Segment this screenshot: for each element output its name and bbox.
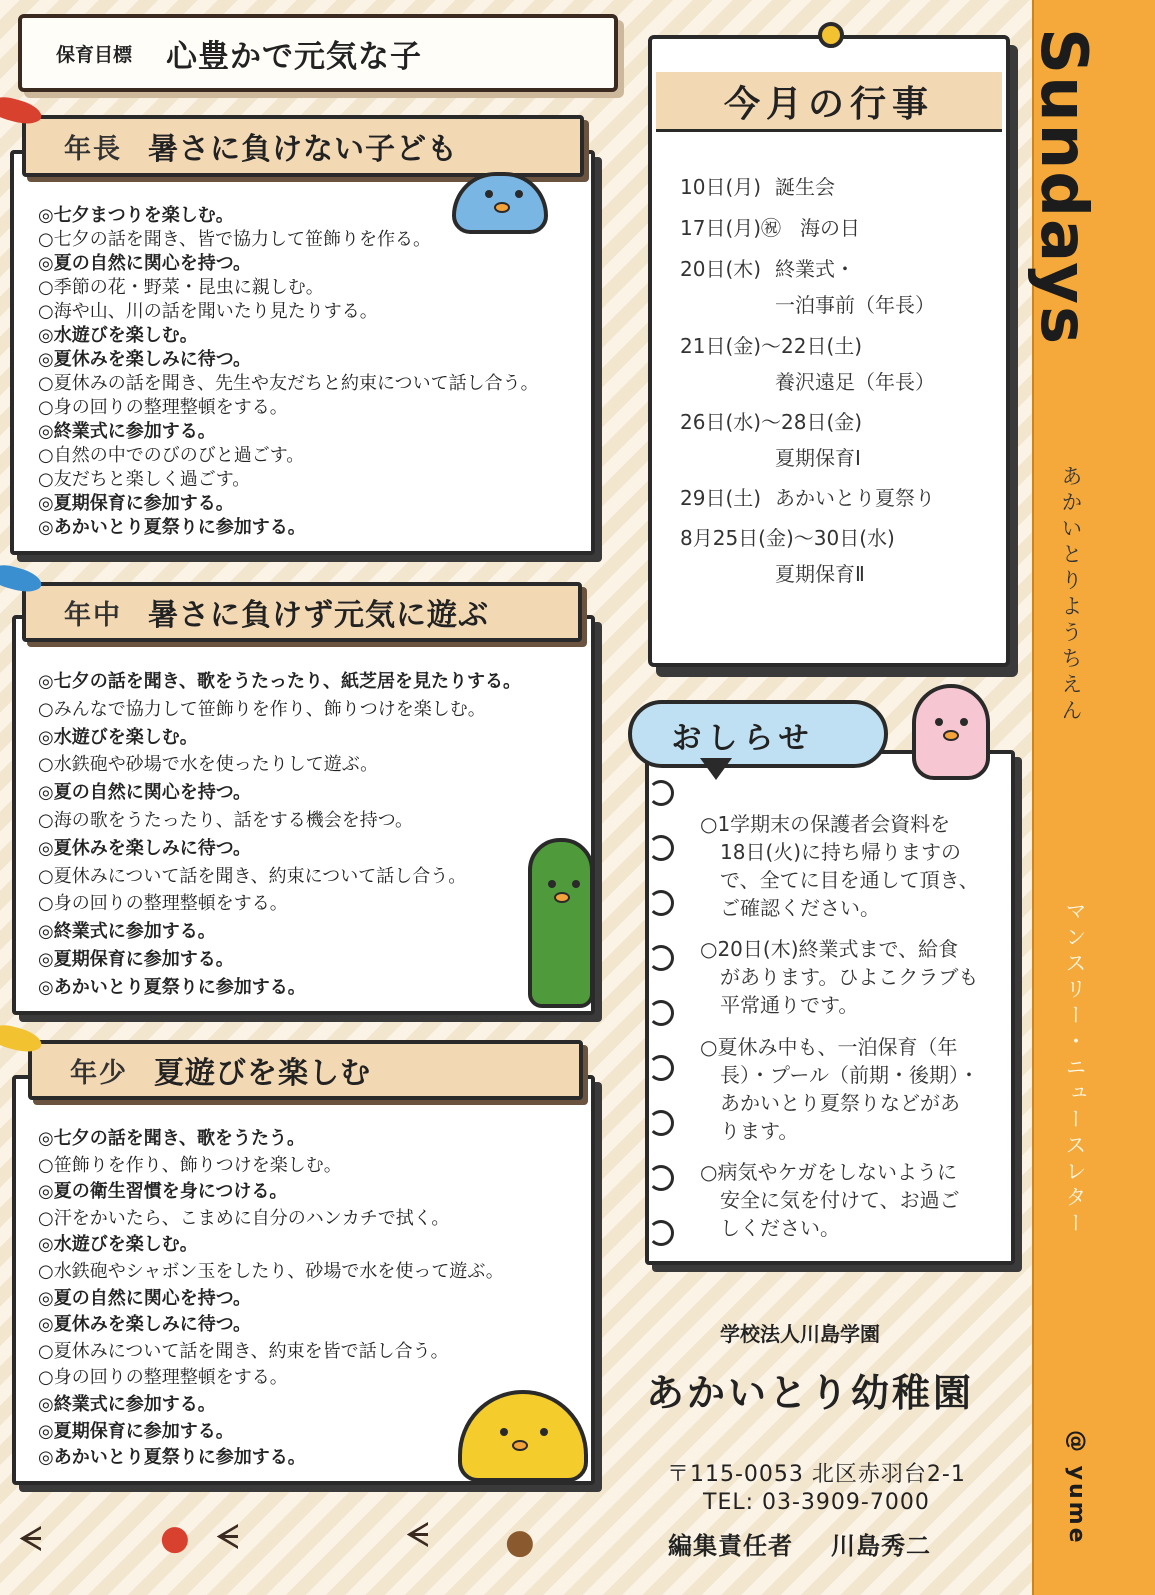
list-item: ◎終業式に参加する。 bbox=[38, 921, 216, 943]
credit: @ yume bbox=[1064, 1430, 1089, 1546]
class-items-nenchu bbox=[38, 673, 521, 1007]
list-item: ○笹飾りを作り、飾りつけを楽しむ。 bbox=[38, 1154, 342, 1176]
list-item: ◎水遊びを楽しむ。 bbox=[38, 1234, 198, 1256]
kindergarten-vertical-name: あかいとりようちえん bbox=[1059, 465, 1083, 725]
class-name: 年少 bbox=[70, 1057, 128, 1089]
event-name: 一泊事前（年長） bbox=[775, 293, 935, 317]
list-item: ○水鉄砲や砂場で水を使ったりして遊ぶ。 bbox=[38, 754, 379, 776]
list-item: ◎夏期保育に参加する。 bbox=[38, 948, 234, 970]
leaf-doodle-icon: ᗕ bbox=[215, 1518, 240, 1558]
list-item: ◎夏休みを楽しみに待つ。 bbox=[38, 837, 251, 859]
notice-item: ○20日(木)終業式まで、給食 があります。ひよこクラブも 平常通りです。 bbox=[700, 937, 979, 1017]
mascot-eye bbox=[935, 718, 943, 726]
list-item: ◎水遊びを楽しむ。 bbox=[38, 325, 198, 346]
event-name: あかいとり夏祭り bbox=[775, 486, 935, 510]
list-item: ○水鉄砲やシャボン玉をしたり、砂場で水を使って遊ぶ。 bbox=[38, 1260, 504, 1282]
goal-label: 保育目標 bbox=[56, 43, 133, 66]
spiral-ring-icon bbox=[648, 835, 674, 861]
mascot-eye bbox=[540, 1428, 548, 1436]
list-item: ◎夏の自然に関心を持つ。 bbox=[38, 1287, 251, 1309]
list-item: ○身の回りの整理整頓をする。 bbox=[38, 893, 288, 915]
class-banner-nenchu bbox=[22, 582, 582, 642]
mascot-beak bbox=[943, 730, 959, 741]
event-date: 20日(木) bbox=[680, 257, 762, 281]
list-item: ○海や山、川の話を聞いたり見たりする。 bbox=[38, 301, 378, 322]
mascot-eye bbox=[960, 718, 968, 726]
event-date: 17日(月)㊗ bbox=[680, 216, 782, 240]
mascot-beak bbox=[554, 892, 570, 903]
list-item: ◎七夕の話を聞き、歌をうたう。 bbox=[38, 1128, 305, 1149]
list-item: ◎夏期保育に参加する。 bbox=[38, 1420, 234, 1442]
spiral-ring-icon bbox=[648, 1055, 674, 1081]
mascot-eye bbox=[572, 880, 580, 888]
notice-item: ○病気やケガをしないように 安全に気を付けて、お過ご しください。 bbox=[700, 1160, 960, 1240]
event-name: 誕生会 bbox=[775, 175, 835, 199]
event-name: 終業式・ bbox=[775, 257, 855, 281]
list-item: ○汗をかいたら、こまめに自分のハンカチで拭く。 bbox=[38, 1207, 450, 1229]
list-item: ○季節の花・野菜・昆虫に親しむ。 bbox=[38, 277, 324, 298]
class-name: 年中 bbox=[64, 599, 122, 631]
spiral-ring-icon bbox=[648, 890, 674, 916]
event-date: 29日(土) bbox=[680, 486, 762, 510]
spiral-ring-icon bbox=[648, 1220, 674, 1246]
spiral-ring-icon bbox=[648, 780, 674, 806]
list-item: ○七夕の話を聞き、皆で協力して笹飾りを作る。 bbox=[38, 229, 431, 250]
events-title: 今月の行事 bbox=[723, 84, 934, 125]
event-date: 21日(金)〜22日(土) bbox=[680, 334, 863, 358]
list-item: ◎あかいとり夏祭りに参加する。 bbox=[38, 517, 306, 538]
event-date: 10日(月) bbox=[680, 175, 762, 199]
spiral-ring-icon bbox=[648, 945, 674, 971]
notice-title: おしらせ bbox=[671, 721, 815, 756]
list-item: ◎終業式に参加する。 bbox=[38, 1393, 216, 1415]
mascot-eye bbox=[548, 880, 556, 888]
goal-sign bbox=[18, 14, 618, 92]
list-item: ○友だちと楽しく過ごす。 bbox=[38, 469, 251, 490]
list-item: ○身の回りの整理整頓をする。 bbox=[38, 1367, 288, 1389]
list-item: ◎あかいとり夏祭りに参加する。 bbox=[38, 1447, 306, 1469]
list-item: ◎夏休みを楽しみに待つ。 bbox=[38, 349, 251, 370]
class-banner-nensho bbox=[28, 1040, 583, 1100]
list-item: ○夏休みの話を聞き、先生や友だちと約束について話し合う。 bbox=[38, 373, 539, 394]
spiral-ring-icon bbox=[648, 1110, 674, 1136]
organization: 学校法人川島学園 bbox=[720, 1322, 880, 1346]
acorn-doodle-icon: ● bbox=[505, 1522, 535, 1562]
address: 〒115-0053 北区赤羽台2-1 bbox=[667, 1462, 966, 1487]
mascot-beak bbox=[512, 1440, 528, 1451]
goal-text: 心豊かで元気な子 bbox=[166, 38, 423, 75]
dot-doodle-icon: ● bbox=[160, 1518, 190, 1558]
list-item: ◎あかいとり夏祭りに参加する。 bbox=[38, 976, 306, 998]
list-item: ○みんなで協力して笹飾りを作り、飾りつけを楽しむ。 bbox=[38, 698, 486, 720]
class-banner-nencho bbox=[22, 115, 584, 177]
kindergarten-name: あかいとり幼稚園 bbox=[646, 1371, 975, 1415]
list-item: ◎夏の衛生習慣を身につける。 bbox=[38, 1181, 288, 1203]
list-item: ◎七夕の話を聞き、歌をうたったり、紙芝居を見たりする。 bbox=[38, 671, 521, 692]
list-item: ◎水遊びを楽しむ。 bbox=[38, 726, 198, 748]
mascot-eye bbox=[485, 190, 493, 198]
list-item: ○自然の中でのびのびと過ごす。 bbox=[38, 445, 305, 466]
list-item: ○海の歌をうたったり、話をする機会を持つ。 bbox=[38, 809, 413, 831]
class-items-nencho bbox=[38, 207, 539, 543]
class-theme: 暑さに負けない子ども bbox=[148, 132, 458, 167]
telephone: TEL: 03-3909-7000 bbox=[703, 1490, 930, 1515]
editor bbox=[668, 1526, 931, 1561]
event-name: 夏期保育Ⅱ bbox=[775, 562, 865, 586]
editor-label: 編集責任者 bbox=[668, 1532, 793, 1560]
event-date: 8月25日(金)〜30日(水) bbox=[680, 526, 895, 550]
list-item: ◎夏の自然に関心を持つ。 bbox=[38, 782, 251, 804]
class-name: 年長 bbox=[64, 133, 122, 165]
class-items-nensho bbox=[38, 1130, 504, 1476]
pushpin-icon bbox=[818, 22, 844, 48]
spiral-ring-icon bbox=[648, 1000, 674, 1026]
event-name: 養沢遠足（年長） bbox=[775, 370, 935, 394]
spiral-ring-icon bbox=[648, 1165, 674, 1191]
list-item: ○夏休みについて話を聞き、約束について話し合う。 bbox=[38, 865, 467, 887]
list-item: ◎夏期保育に参加する。 bbox=[38, 493, 234, 514]
speech-bubble-tail bbox=[700, 758, 732, 780]
list-item: ◎夏休みを楽しみに待つ。 bbox=[38, 1314, 251, 1336]
list-item: ◎夏の自然に関心を持つ。 bbox=[38, 253, 251, 274]
editor-name: 川島秀二 bbox=[831, 1532, 931, 1560]
class-theme: 夏遊びを楽しむ bbox=[154, 1056, 371, 1091]
mascot-eye bbox=[515, 190, 523, 198]
list-item: ◎終業式に参加する。 bbox=[38, 421, 216, 442]
event-date: 26日(水)〜28日(金) bbox=[680, 410, 863, 434]
brand-logo: Sundays bbox=[1026, 28, 1100, 347]
list-item: ○夏休みについて話を聞き、約束を皆で話し合う。 bbox=[38, 1340, 449, 1362]
event-name: 夏期保育Ⅰ bbox=[775, 446, 861, 470]
notice-item: ○1学期末の保護者会資料を 18日(火)に持ち帰りますの で、全てに目を通して頂き、 ご確認ください。 bbox=[700, 812, 979, 920]
list-item: ◎七夕まつりを楽しむ。 bbox=[38, 205, 234, 226]
notice-item: ○夏休み中も、一泊保育（年 長）・プール（前期・後期）・ あかいとり夏祭りなどがあ ります。 bbox=[700, 1035, 979, 1143]
leaf-doodle-icon: ᗕ bbox=[405, 1516, 430, 1556]
class-theme: 暑さに負けず元気に遊ぶ bbox=[148, 598, 489, 633]
list-item: ○身の回りの整理整頓をする。 bbox=[38, 397, 288, 418]
leaf-doodle-icon: ᗕ bbox=[18, 1520, 43, 1560]
newsletter-subtitle: マンスリー・ニュースレター bbox=[1063, 900, 1087, 1238]
event-name: 海の日 bbox=[800, 216, 860, 240]
green-mascot-icon bbox=[528, 838, 594, 1008]
